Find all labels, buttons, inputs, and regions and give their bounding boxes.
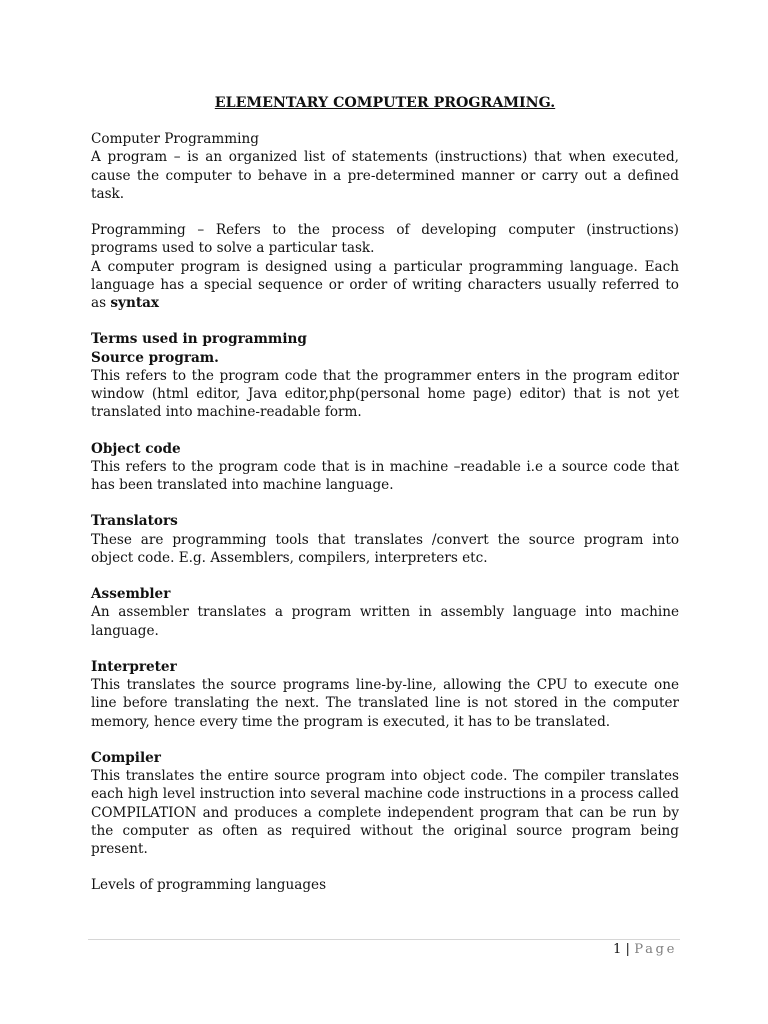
paragraph-gap: [91, 640, 679, 658]
syntax-term: syntax: [110, 295, 160, 312]
section-heading-interpreter: Interpreter: [91, 659, 177, 675]
page-label: Page: [634, 942, 677, 957]
section-heading-object-code: Object code: [91, 440, 181, 457]
paragraph-gap: [91, 421, 679, 439]
section-text-compiler: This translates the entire source program into object code. The compiler translates each high level instruction into several machine code instructions in a process called COMPILATION and produces a complete independent program that can be run by the computer as often as required without the original source program being present.: [91, 768, 679, 858]
paragraph-gap: [91, 203, 679, 221]
language-paragraph: [91, 258, 679, 313]
paragraph-gap: [91, 494, 679, 512]
program-definition: A program – is an organized list of statements (instructions) that when executed, cause the computer to behave in a pre-determined manner or carry out a defined task.: [91, 149, 679, 202]
intro-heading: Computer Programming: [91, 131, 259, 148]
section-heading-compiler: Compiler: [91, 750, 161, 766]
page-content: [91, 94, 679, 895]
section-heading-source-program: Source program.: [91, 349, 219, 366]
page-number: 1: [612, 942, 622, 957]
terms-heading: Terms used in programming: [91, 331, 307, 348]
paragraph-gap: [91, 858, 679, 876]
section-text-interpreter: This translates the source programs line-by-line, allowing the CPU to execute one line before translating the next. The translated line is not stored in the computer memory, hence every time the program is executed, it has to be translated.: [91, 677, 679, 730]
paragraph-gap: [91, 312, 679, 330]
programming-definition: Programming – Refers to the process of developing computer (instructions) programs used to solve a particular task.: [91, 222, 679, 257]
section-text-translators: These are programming tools that translates /convert the source program into object code. E.g. Assemblers, compilers, interpreters etc.: [91, 531, 679, 566]
page-separator: |: [625, 942, 630, 957]
footer-divider: [88, 939, 680, 940]
section-text-object-code: This refers to the program code that is in machine –readable i.e a source code that has been translated into machine language.: [91, 458, 679, 494]
section-text-assembler: An assembler translates a program written in assembly language into machine language.: [91, 604, 679, 639]
paragraph-gap: [91, 567, 679, 585]
section-heading-assembler: Assembler: [91, 586, 171, 603]
closing-heading: Levels of programming languages: [91, 877, 327, 894]
paragraph-gap: [91, 731, 679, 749]
section-text-source-program: This refers to the program code that the programmer enters in the program editor window (html editor, Java editor,php(personal home page) editor) that is not yet translated into machine-readable form.: [91, 367, 679, 421]
document-title: ELEMENTARY COMPUTER PROGRAMING.: [214, 95, 556, 111]
language-text: A computer program is designed using a particular programming language. Each language has a special sequence or order of writing characters usually referred to as: [91, 258, 679, 312]
section-heading-translators: Translators: [91, 513, 178, 530]
page-footer: [613, 942, 677, 957]
